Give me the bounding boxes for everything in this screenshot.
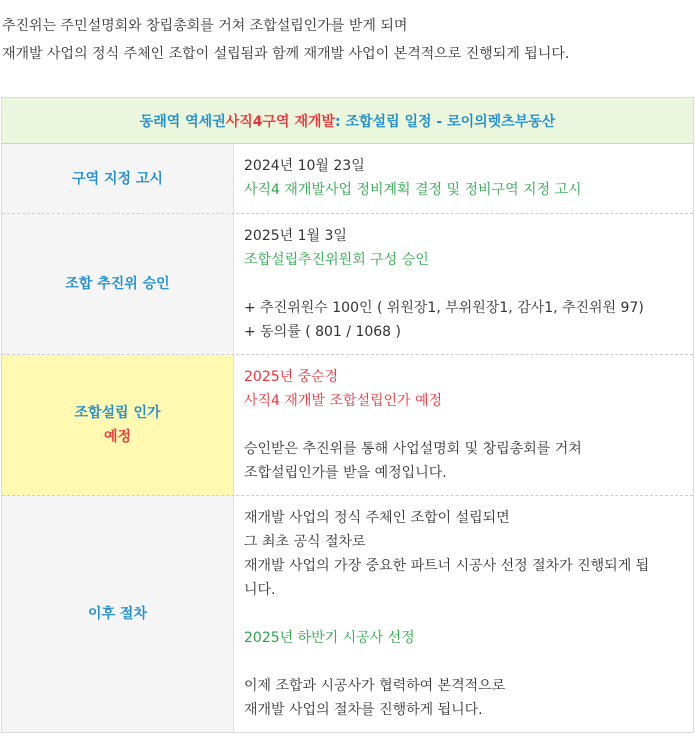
header-title: : 조합설립 일정 - 로이의렛츠부동산 xyxy=(335,113,556,130)
row-event: 사직4 재개발 조합설립인가 예정 xyxy=(244,393,443,409)
table-row-next-steps xyxy=(2,495,693,732)
table-row-association-approval xyxy=(2,354,693,495)
row-label-text: 조합설립 인가 xyxy=(74,405,161,421)
intro-line-2: 재개발 사업의 정식 주체인 조합이 설립됨과 함께 재개발 사업이 본격적으로 진행되게 됩니다. xyxy=(2,46,570,62)
row-date: 2024년 10월 23일 xyxy=(244,158,365,174)
header-zone: 사직4구역 재개발 xyxy=(225,113,336,130)
row-desc: 재개발 사업의 절차를 진행하게 됩니다. xyxy=(244,702,483,718)
header-location: 동래역 역세권 xyxy=(139,113,226,130)
row-label-text: 이후 절차 xyxy=(88,606,147,622)
row-label xyxy=(2,214,234,354)
row-event: 조합설립추진위원회 구성 승인 xyxy=(244,252,429,268)
row-desc: 이제 조합과 시공사가 협력하여 본격적으로 xyxy=(244,678,506,694)
row-label xyxy=(2,144,234,213)
row-content xyxy=(234,214,693,354)
row-event: 사직4 재개발사업 정비계획 결정 및 정비구역 지정 고시 xyxy=(244,182,582,198)
row-content xyxy=(234,496,693,732)
intro-line-1: 추진위는 주민설명회와 창립총회를 거쳐 조합설립인가를 받게 되며 xyxy=(2,18,408,34)
row-note: + 동의률 ( 801 / 1068 ) xyxy=(244,324,401,340)
schedule-table xyxy=(1,97,694,733)
table-row-zone-designation xyxy=(2,144,693,213)
row-desc: 재개발 사업의 정식 주체인 조합이 설립되면 xyxy=(244,510,510,526)
table-row-committee-approval xyxy=(2,213,693,354)
row-desc: 승인받은 추진위를 통해 사업설명회 및 창립총회를 거쳐 xyxy=(244,441,582,457)
row-date: 2025년 중순경 xyxy=(244,369,339,385)
row-label xyxy=(2,355,234,495)
table-header xyxy=(2,98,693,144)
row-desc: 니다. xyxy=(244,582,276,598)
row-note: + 추진위원수 100인 ( 위원장1, 부위원장1, 감사1, 추진위원 97) xyxy=(244,300,644,316)
row-label-text: 조합 추진위 승인 xyxy=(65,276,170,292)
row-content xyxy=(234,355,693,495)
row-label-text: 구역 지정 고시 xyxy=(72,170,163,187)
row-date: 2025년 1월 3일 xyxy=(244,228,347,244)
row-date: 2025년 하반기 시공사 선정 xyxy=(244,630,415,646)
row-label xyxy=(2,496,234,732)
row-desc: 그 최초 공식 절차로 xyxy=(244,534,366,550)
intro-text xyxy=(2,12,692,68)
row-desc: 재개발 사업의 가장 중요한 파트너 시공사 선정 절차가 진행되게 됩 xyxy=(244,558,650,574)
row-content xyxy=(234,144,693,213)
row-desc: 조합설립인가를 받을 예정입니다. xyxy=(244,465,447,481)
row-label-status: 예정 xyxy=(103,429,132,445)
